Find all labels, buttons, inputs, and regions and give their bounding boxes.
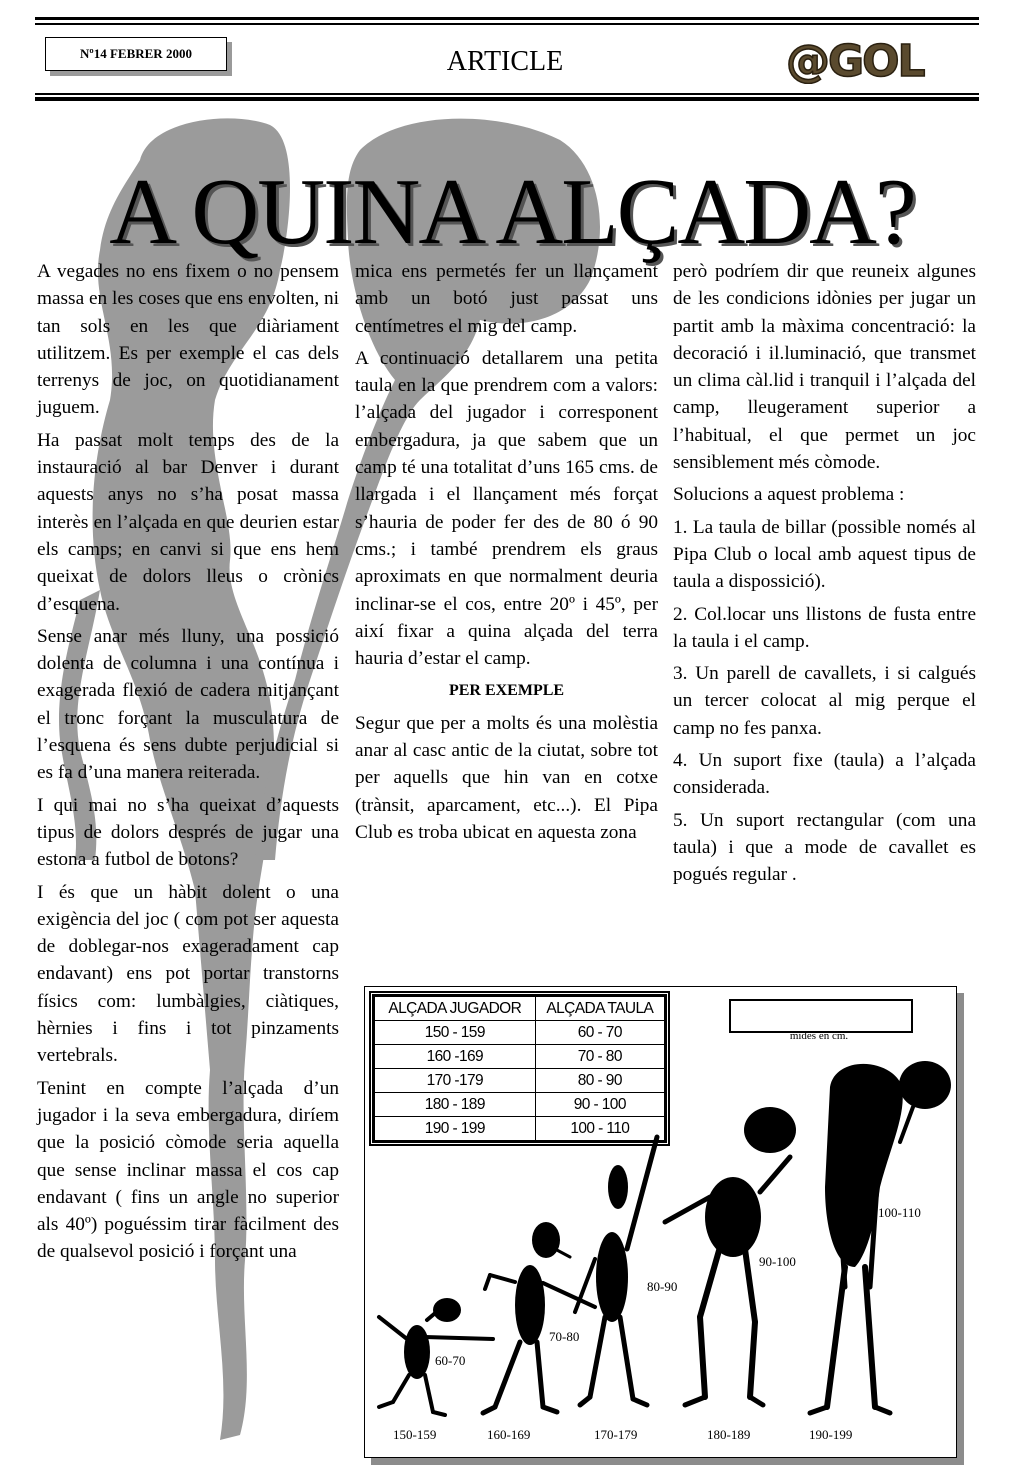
height-figure <box>364 986 957 1458</box>
solution-item: 4. Un suport fixe (taula) a l’alçada considerada. <box>673 750 976 799</box>
headline: A QUINA ALÇADA? <box>109 160 915 264</box>
table-row <box>375 1045 665 1069</box>
column-header: ALÇADA JUGADOR <box>375 997 536 1021</box>
solution-item: 2. Col.locar uns llistons de fusta entre la taula i el camp. <box>673 603 976 652</box>
issue-date-box <box>45 37 227 71</box>
paragraph: I és que un hàbit dolent o una exigència del joc ( com pot ser aquesta de doblegar-nos exageradament cap endavant) ens pot portar transtorns físics com: lumbàlgies, ciàtiques, hèrnies i fins i tot pinzaments vertebrals. <box>37 881 339 1067</box>
solution-item: 5. Un suport rectangular (com una taula) i que a mode de cavallet es pogués regular . <box>673 809 976 886</box>
paragraph: A continuació detallarem una petita taula en la que prendrem com a valors: l’alçada del jugador i corresponent embergadura, ja que sabem que un camp té una totalitat d’uns 165 cms. de llargada i el llançament més forçat s’hauria de poder fer des de 80 ó 90 cms.; i també prendrem els graus aproximats en que normalment deuria inclinar-se el cos, entre 20º i 45º, per així fixar a quina alçada del terra hauria d’estar el camp. <box>355 347 658 670</box>
paragraph: Segur que per a molts és una molèstia anar al casc antic de la ciutat, sobre tot per aquells que hin van en cotxe (trànsit, aparcament, etc...). El Pipa Club es troba ubicat en aquesta zona <box>355 712 658 843</box>
table-height-label: 90-100 <box>759 1254 796 1269</box>
top-rule <box>35 17 979 20</box>
top-rule-thin <box>35 23 979 25</box>
table-height-label: 100-110 <box>878 1205 921 1220</box>
player-height-label: 150-159 <box>393 1427 437 1442</box>
player-height-label: 170-179 <box>594 1427 638 1442</box>
table-header-row <box>375 997 665 1021</box>
table-height-label: 60-70 <box>435 1353 466 1368</box>
table-cell: 170 -179 <box>375 1069 536 1093</box>
silhouette-190-199 <box>810 1061 951 1413</box>
subheading: PER EXEMPLE <box>448 682 565 700</box>
paragraph: Ha passat molt temps des de la instauració al bar Denver i durant aquests anys no s’ha posat massa interès en l’alçada en que deurien estar els camps; en canvi si que ens hem queixat de dolors lleus o crònics d’esquena. <box>37 429 339 615</box>
table-cell: 60 - 70 <box>535 1021 664 1045</box>
paragraph: però podríem dir que reuneix algunes de les condicions idònies per jugar un partit amb la màxima concentració: la decoració i il.luminació, que transmet un clima càl.lid i tranquil i l’alçada del camp, lleugerament superior a l’habitual, el que permet un joc sensiblement més còmode. <box>673 261 976 474</box>
silhouette-170-179 <box>575 1137 657 1405</box>
logo-text: @GOL <box>786 36 924 84</box>
player-height-label: 190-199 <box>809 1427 853 1442</box>
gol-logo <box>784 32 964 84</box>
issue-date: Nº14 FEBRER 2000 <box>80 46 192 61</box>
height-table <box>369 991 670 1146</box>
paragraph: Solucions a aquest problema : <box>673 484 905 506</box>
article-column-3 <box>673 258 976 894</box>
table-row <box>375 1093 665 1117</box>
player-height-label: 180-189 <box>707 1427 751 1442</box>
table-cell: 150 - 159 <box>375 1021 536 1045</box>
header-bottom-rule <box>35 97 979 101</box>
paragraph: A vegades no ens fixem o no pensem massa en les coses que ens envolten, ni tan sols en les que diàriament utilitzem. Es per exemple el cas dels terrenys de joc, on quotidianament juguem. <box>37 261 339 419</box>
table-cell: 100 - 110 <box>535 1117 664 1141</box>
caption-box <box>729 999 913 1033</box>
table-cell: 90 - 100 <box>535 1093 664 1117</box>
table-row <box>375 1021 665 1045</box>
figure-caption: mides en cm. <box>789 1030 849 1042</box>
solution-item: 3. Un parell de cavallets, i si calgués un tercer colocat al mig perque el camp no fes panxa. <box>673 663 976 739</box>
solution-item: 1. La taula de billar (possible només al Pipa Club o local amb aquest tipus de taula a dispossició). <box>673 516 976 593</box>
table-height-label: 70-80 <box>549 1329 580 1344</box>
article-column-1 <box>37 258 339 1271</box>
table-cell: 180 - 189 <box>375 1093 536 1117</box>
paragraph: mica ens permetés fer un llançament amb un botó just passat uns centímetres el mig del camp. <box>355 261 658 337</box>
table-cell: 70 - 80 <box>535 1045 664 1069</box>
table-row <box>375 1069 665 1093</box>
table-row <box>375 1117 665 1141</box>
table-cell: 190 - 199 <box>375 1117 536 1141</box>
table-height-label: 80-90 <box>647 1279 678 1294</box>
column-header: ALÇADA TAULA <box>535 997 664 1021</box>
paragraph: Tenint en compte l’alçada d’un jugador i la seva embergadura, diríem que la posició còmode seria aquella que sense inclinar massa el cos cap endavant ( fins un angle no superior als 40º) poguéssim tirar fàcilment des de qualsevol posició i forçant una <box>37 1077 339 1263</box>
player-height-label: 160-169 <box>487 1427 531 1442</box>
table-cell: 160 -169 <box>375 1045 536 1069</box>
silhouette-160-169 <box>483 1222 595 1413</box>
section-title: ARTICLE <box>446 46 564 77</box>
header-bottom-rule-thin <box>35 93 979 95</box>
article-column-2 <box>355 258 658 851</box>
paragraph: Sense anar més lluny, una possició dolenta de columna i una contínua i exagerada flexió de cadera mitjançant el tronc forçant la musculatura de l’esquena és sens dubte perjudicial si es fa d’una manera reiterada. <box>37 625 339 784</box>
table-cell: 80 - 90 <box>535 1069 664 1093</box>
paragraph: I qui mai no s’ha queixat d’aquests tipus de dolors després de jugar una estona a futbol de botons? <box>37 794 339 871</box>
